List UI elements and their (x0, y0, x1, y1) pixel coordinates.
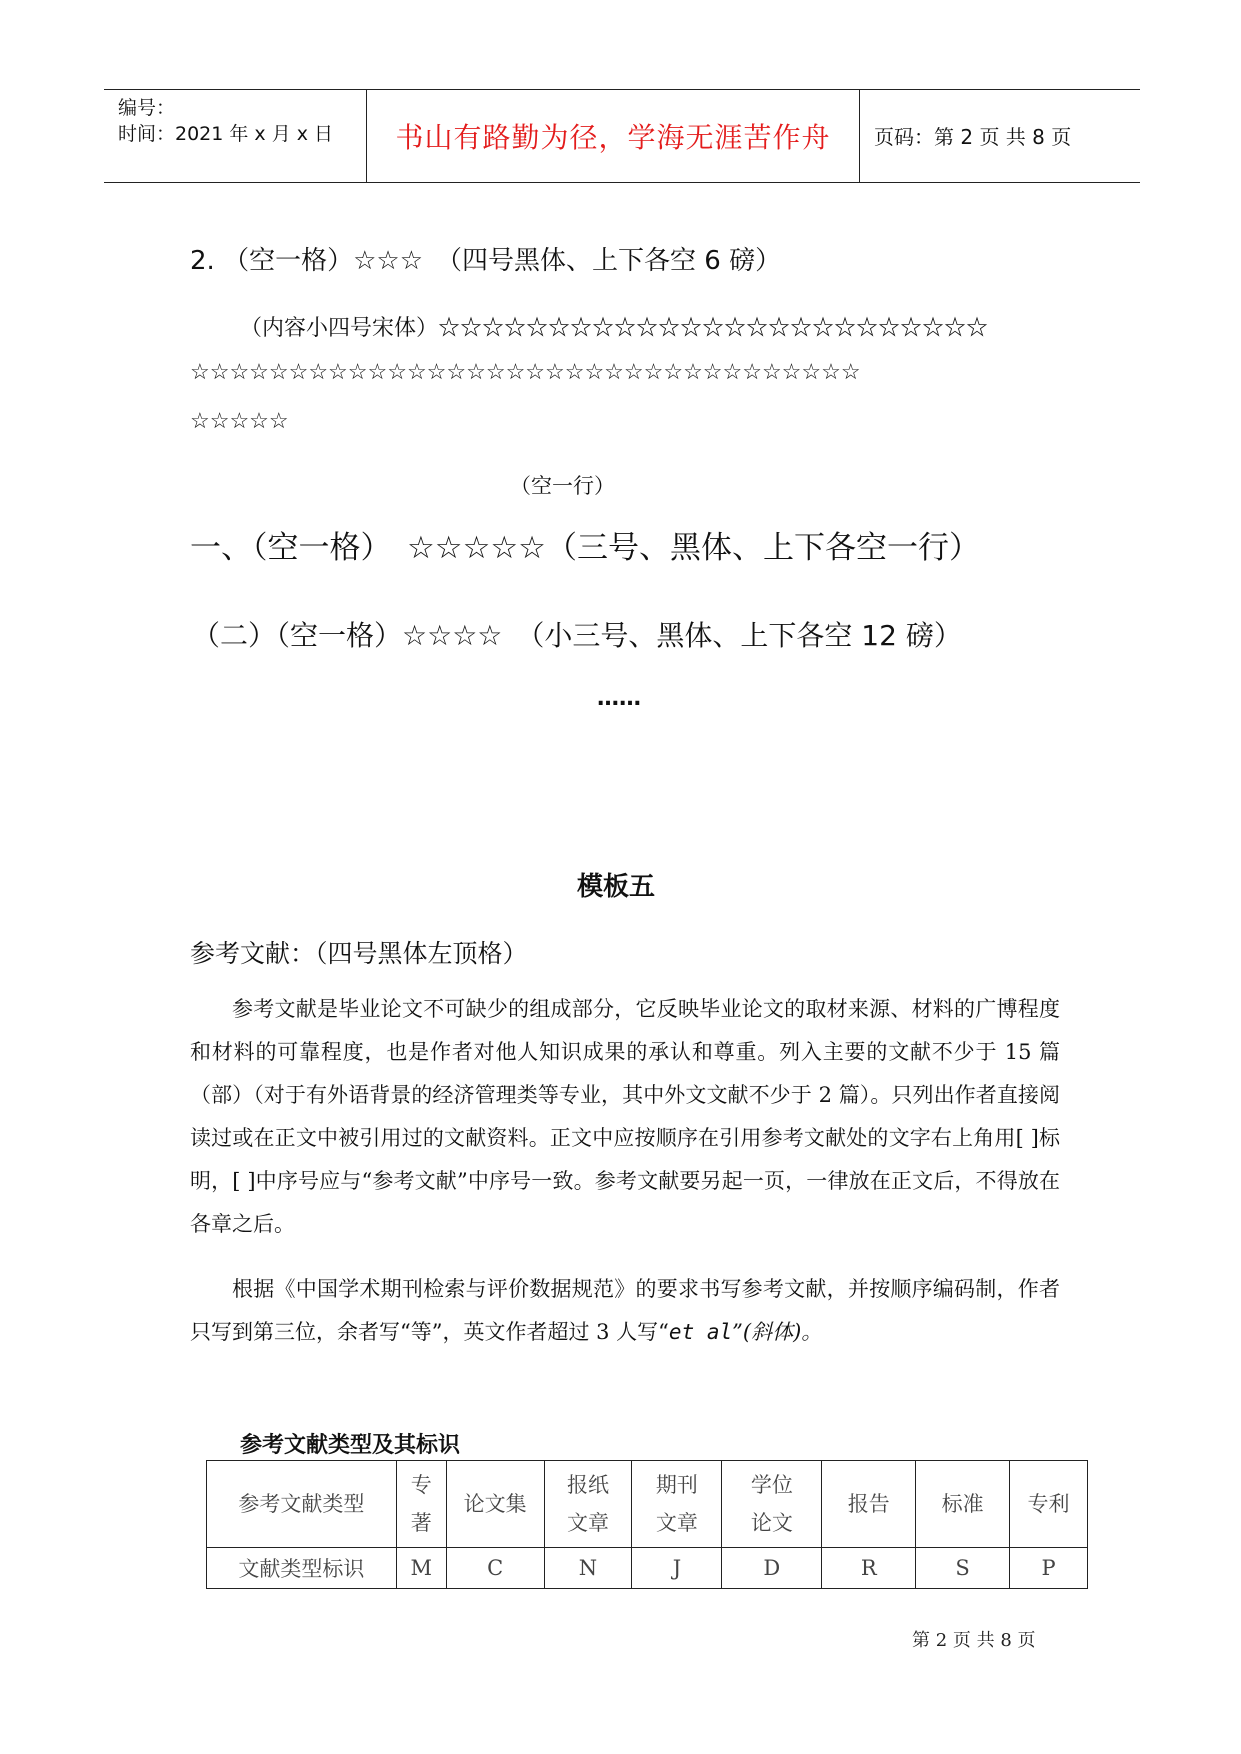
references-paragraph-1 (190, 988, 1060, 1246)
references-paragraph-2-tail: ”(斜体)。 (732, 1320, 823, 1344)
ellipsis: …… (597, 686, 641, 711)
type-cell: 报纸文章 (544, 1461, 632, 1548)
header-page-info: 页码：第 2 页 共 8 页 (874, 125, 1072, 149)
code-cell: S (916, 1548, 1010, 1589)
type-cell: 论文集 (446, 1461, 544, 1548)
type-cell: 报告 (822, 1461, 916, 1548)
header-motto-cell (367, 90, 860, 182)
code-cell: N (544, 1548, 632, 1589)
table-row-codes (207, 1548, 1088, 1589)
template-title: 模板五 (577, 872, 656, 902)
content-line-3: ☆☆☆☆☆ (190, 409, 289, 434)
document-time-label: 时间：2021 年 x 月 x 日 (118, 123, 334, 145)
blank-line-note: （空一行） (510, 474, 615, 498)
heading-subsection: （二）（空一格）☆☆☆☆ （小三号、黑体、上下各空 12 磅） (192, 619, 962, 652)
references-paragraph-2-text: 根据《中国学术期刊检索与评价数据规范》的要求书写参考文献，并按顺序编码制，作者只写到第三位，余者写“等”，英文作者超过 3 人写“ (190, 1277, 1060, 1344)
page-header (104, 89, 1140, 183)
reference-type-table (206, 1460, 1088, 1589)
header-page-cell (860, 90, 1140, 182)
code-cell: P (1010, 1548, 1088, 1589)
type-cell: 学位论文 (722, 1461, 822, 1548)
content-line-2: ☆☆☆☆☆☆☆☆☆☆☆☆☆☆☆☆☆☆☆☆☆☆☆☆☆☆☆☆☆☆☆☆☆☆ (190, 360, 861, 385)
type-cell: 专著 (396, 1461, 446, 1548)
table-row-types (207, 1461, 1088, 1548)
references-paragraph-2 (190, 1268, 1060, 1354)
document-number-label: 编号： (118, 97, 176, 119)
page-footer: 第 2 页 共 8 页 (912, 1630, 1036, 1651)
et-al-text: et al (668, 1320, 733, 1344)
content-line-1: （内容小四号宋体）☆☆☆☆☆☆☆☆☆☆☆☆☆☆☆☆☆☆☆☆☆☆☆☆☆ (240, 316, 989, 341)
type-cell: 专利 (1010, 1461, 1088, 1548)
heading-level-1: 一、（空一格） ☆☆☆☆☆（三号、黑体、上下各空一行） (190, 530, 980, 566)
header-motto: 书山有路勤为径，学海无涯苦作舟 (395, 121, 831, 154)
code-cell: J (632, 1548, 722, 1589)
code-cell: C (446, 1548, 544, 1589)
row-label-codes: 文献类型标识 (207, 1548, 397, 1589)
row-label-types: 参考文献类型 (207, 1461, 397, 1548)
heading-level-2: 2. （空一格）☆☆☆ （四号黑体、上下各空 6 磅） (190, 246, 782, 276)
references-paragraph-1-text: 参考文献是毕业论文不可缺少的组成部分，它反映毕业论文的取材来源、材料的广博程度和材料的可靠程度，也是作者对他人知识成果的承认和尊重。列入主要的文献不少于 15 篇（部）（对于有外语背景的经济管理类等专业，其中外文文献不少于 2 篇）。只列出作者直接阅读过或在正文中被引用过的文献资料。正文中应按顺序在引用参考文献处的文字右上角用[ ]标明，[ ]中序号应与“参考文献”中序号一致。参考文献要另起一页，一律放在正文后，不得放在各章之后。 (190, 997, 1060, 1236)
code-cell: R (822, 1548, 916, 1589)
code-cell: D (722, 1548, 822, 1589)
type-cell: 期刊文章 (632, 1461, 722, 1548)
table-caption: 参考文献类型及其标识 (240, 1433, 461, 1458)
references-heading: 参考文献：（四号黑体左顶格） (190, 939, 528, 968)
type-cell: 标准 (916, 1461, 1010, 1548)
header-left-cell (104, 90, 367, 182)
code-cell: M (396, 1548, 446, 1589)
